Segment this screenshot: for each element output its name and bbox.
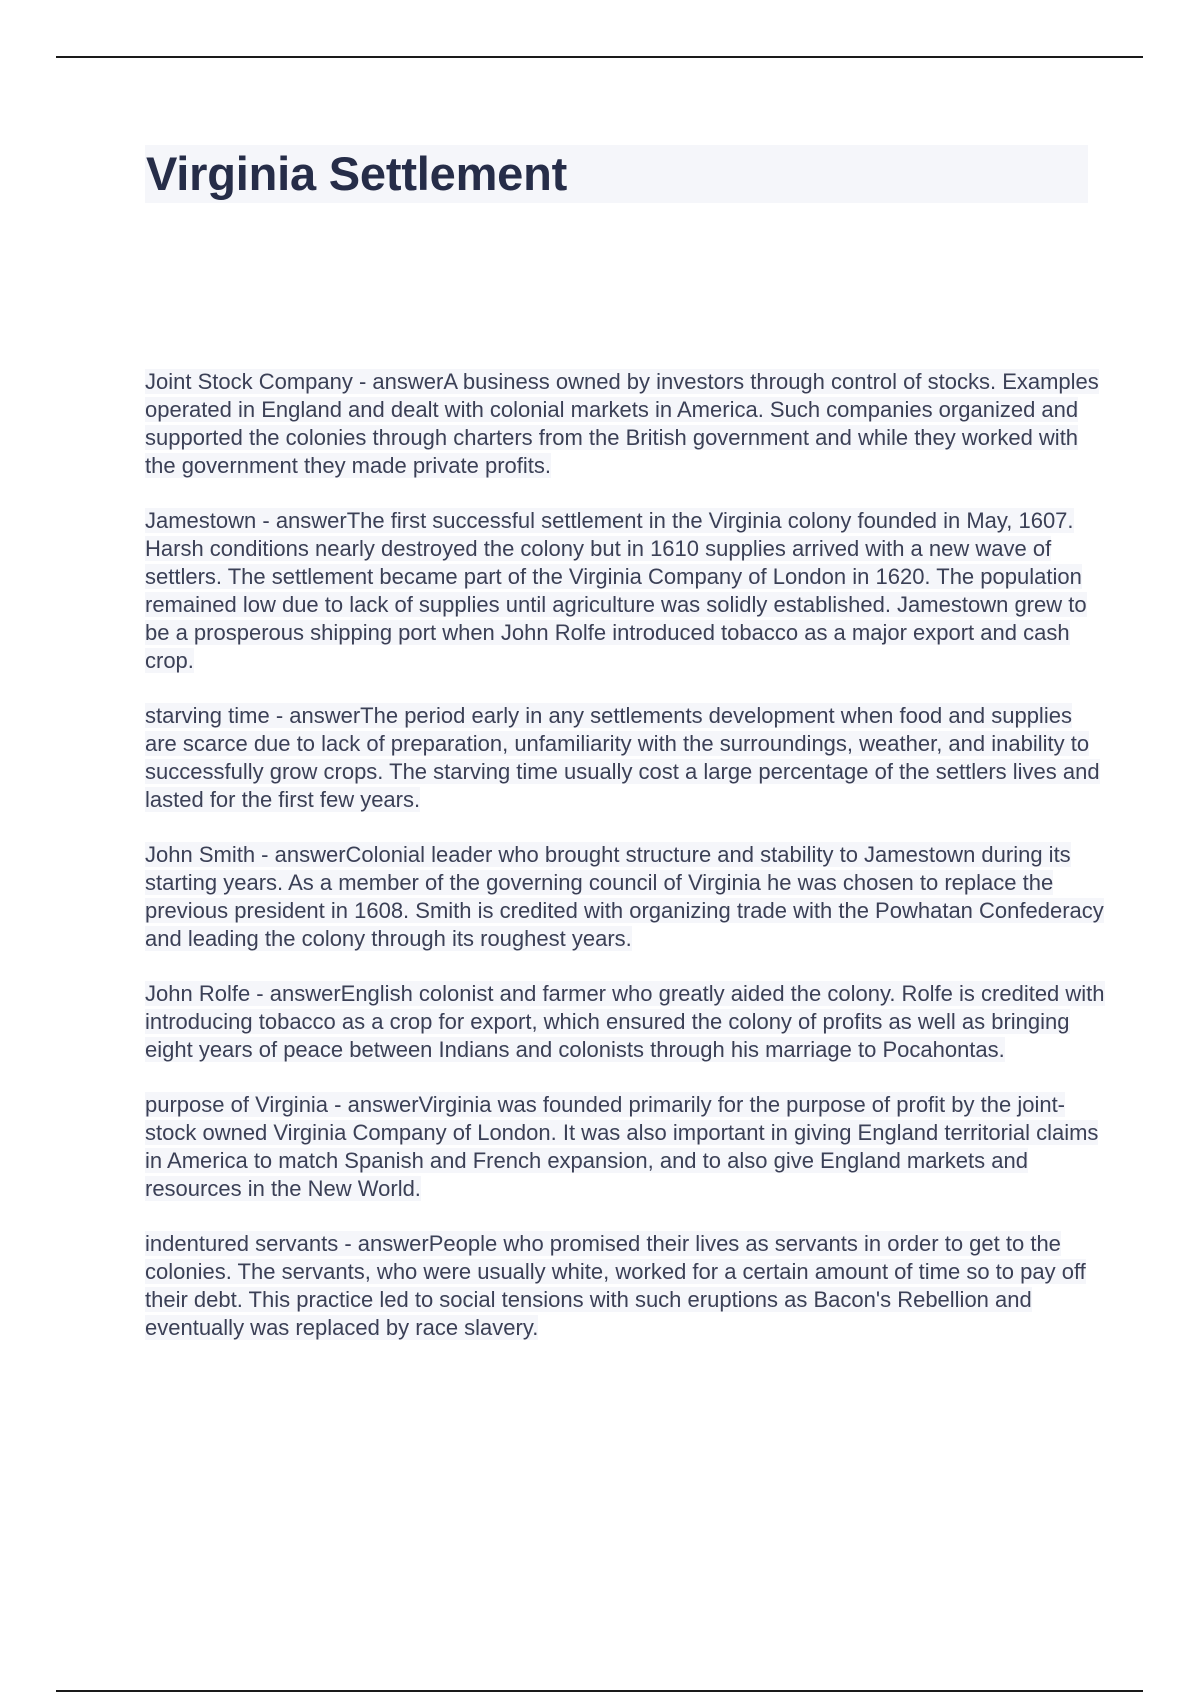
entry-indentured-servants (145, 1230, 1105, 1342)
page-title: Virginia Settlement (146, 147, 568, 200)
entry-text: Jamestown - answerThe first successful settlement in the Virginia colony founded in May, 1607. Harsh conditions nearly destroyed the colony but in 1610 supplies arrived with a new wave of settlers. The settlement became part of the Virginia Company of London in 1620. The population remained low due to lack of supplies until agriculture was solidly established. Jamestown grew to be a prosperous shipping port when John Rolfe introduced tobacco as a major export and cash crop. (145, 508, 1087, 673)
bottom-divider (56, 1690, 1143, 1692)
entry-joint-stock-company (145, 368, 1105, 480)
entry-text: John Rolfe - answerEnglish colonist and farmer who greatly aided the colony. Rolfe is credited with introducing tobacco as a crop for export, which ensured the colony of profits as well as bringing eight years of peace between Indians and colonists through his marriage to Pocahontas. (145, 981, 1105, 1062)
entry-john-rolfe (145, 980, 1105, 1064)
entry-text: Joint Stock Company - answerA business owned by investors through control of stocks. Examples operated in England and dealt with colonial markets in America. Such companies organized and supported the colonies through charters from the British government and while they worked with the government they made private profits. (145, 369, 1099, 478)
entry-text: John Smith - answerColonial leader who brought structure and stability to Jamestown during its starting years. As a member of the governing council of Virginia he was chosen to replace the previous president in 1608. Smith is credited with organizing trade with the Powhatan Confederacy and leading the colony through its roughest years. (145, 842, 1104, 951)
entry-purpose-of-virginia (145, 1091, 1105, 1203)
top-divider (56, 56, 1143, 58)
entry-text: purpose of Virginia - answerVirginia was founded primarily for the purpose of profit by the joint-stock owned Virginia Company of London. It was also important in giving England territorial claims in America to match Spanish and French expansion, and to also give England markets and resources in the New World. (145, 1092, 1099, 1201)
entry-text: indentured servants - answerPeople who promised their lives as servants in order to get to the colonies. The servants, who were usually white, worked for a certain amount of time so to pay off their debt. This practice led to social tensions with such eruptions as Bacon's Rebellion and eventually was replaced by race slavery. (145, 1231, 1086, 1340)
entry-jamestown (145, 507, 1105, 675)
entry-text: starving time - answerThe period early in any settlements development when food and supplies are scarce due to lack of preparation, unfamiliarity with the surroundings, weather, and inability to successfully grow crops. The starving time usually cost a large percentage of the settlers lives and lasted for the first few years. (145, 703, 1100, 812)
entry-list (145, 368, 1105, 1369)
entry-starving-time (145, 702, 1105, 814)
entry-john-smith (145, 841, 1105, 953)
